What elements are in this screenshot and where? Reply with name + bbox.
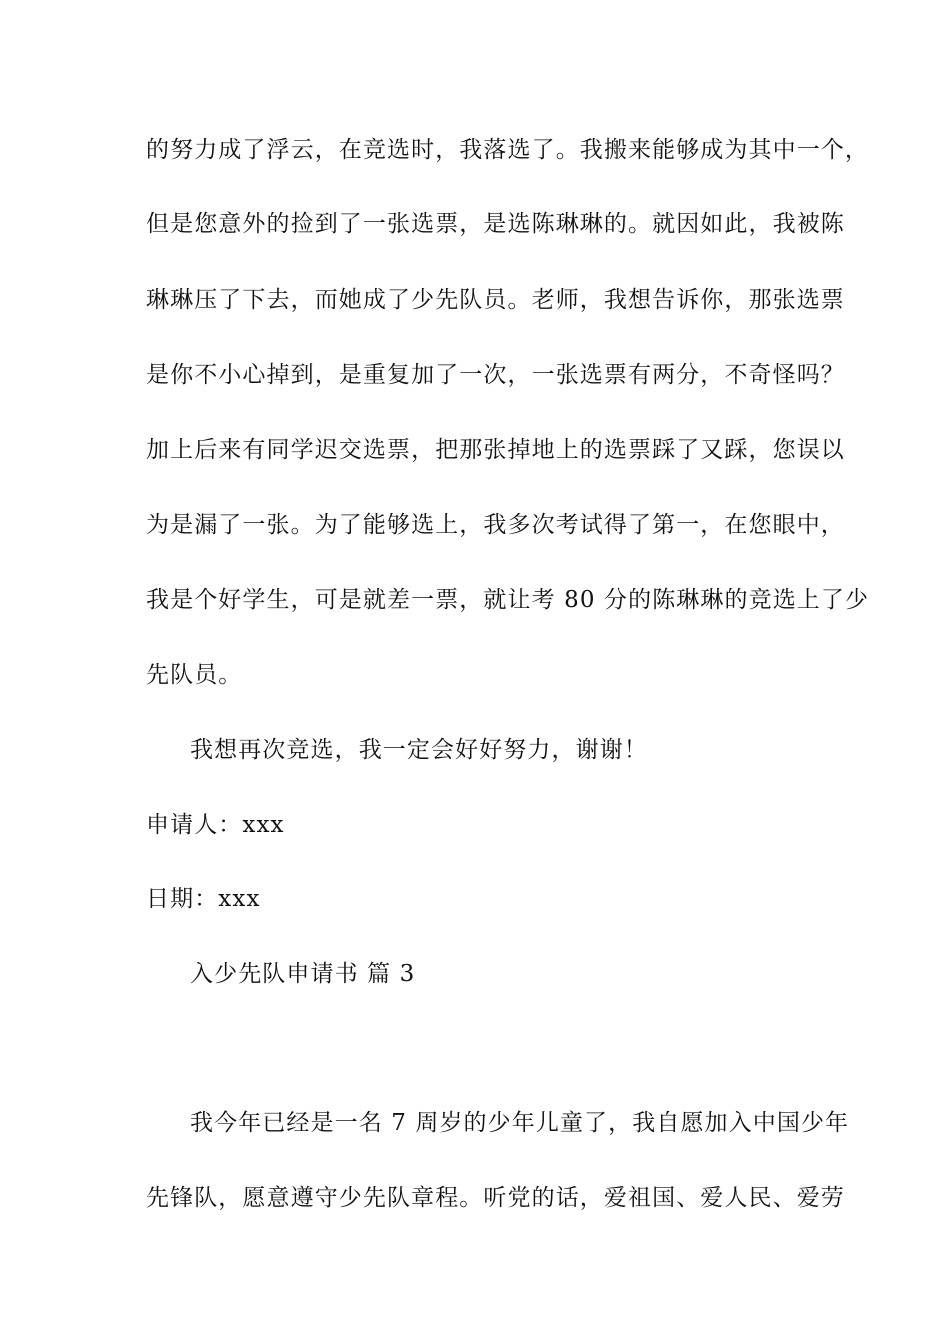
paragraph-line: 我今年已经是一名 7 周岁的少年儿童了，我自愿加入中国少年	[190, 1110, 850, 1136]
paragraph-line: 琳琳压了下去，而她成了少先队员。老师，我想告诉你，那张选票	[146, 287, 845, 313]
applicant-line: 申请人：xxx	[146, 812, 285, 838]
date-line: 日期：xxx	[146, 886, 261, 912]
paragraph-line: 的努力成了浮云，在竞选时，我落选了。我搬来能够成为其中一个，	[146, 137, 869, 163]
paragraph-line: 我是个好学生，可是就差一票，就让考 80 分的陈琳琳的竞选上了少	[146, 587, 870, 613]
paragraph-line: 为是漏了一张。为了能够选上，我多次考试得了第一，在您眼中，	[146, 512, 845, 538]
paragraph-line: 是你不小心掉到，是重复加了一次，一张选票有两分，不奇怪吗？	[146, 362, 845, 388]
paragraph-line: 先锋队，愿意遵守少先队章程。听党的话，爱祖国、爱人民、爱劳	[146, 1185, 845, 1211]
closing-sentence: 我想再次竞选，我一定会好好努力，谢谢！	[190, 737, 648, 763]
section-heading: 入少先队申请书 篇 3	[190, 961, 416, 987]
paragraph-line: 先队员。	[146, 662, 243, 688]
paragraph-line: 但是您意外的捡到了一张选票，是选陈琳琳的。就因如此，我被陈	[146, 211, 845, 237]
paragraph-line: 加上后来有同学迟交选票，把那张掉地上的选票踩了又踩，您误以	[146, 437, 845, 463]
